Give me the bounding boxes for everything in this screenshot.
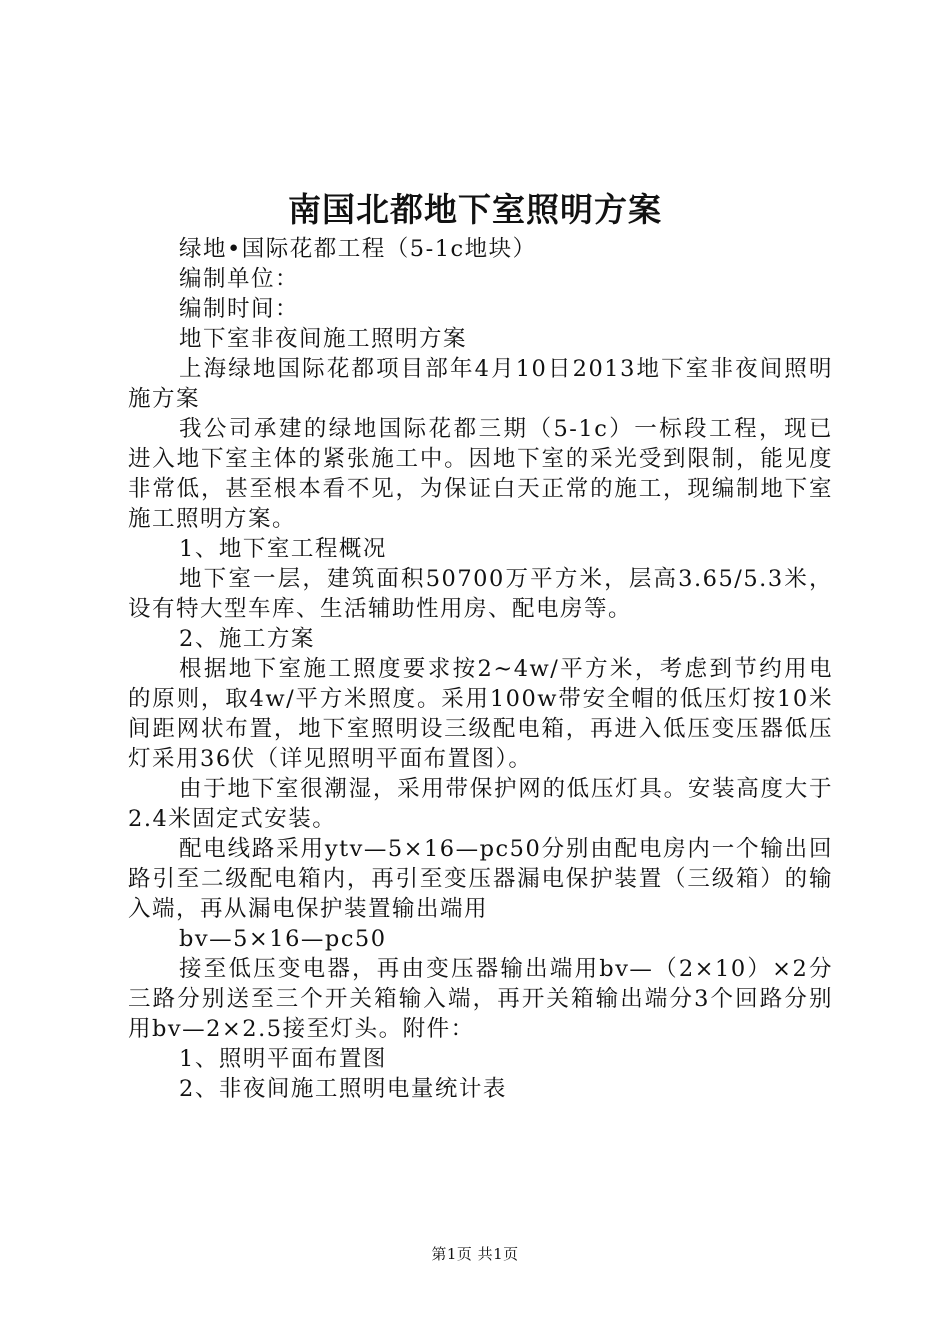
- section-heading-overview: 1、地下室工程概况: [179, 536, 387, 562]
- transformer-paragraph: 接至低压变电器，再由变压器输出端用bv—（2×10）×2分三路分别送至三个开关箱输入端，再开关箱输出端分3个回路分别用bv—2×2.5接至灯头。附件：: [128, 956, 833, 1042]
- wiring-paragraph: 配电线路采用ytv—5×16—pc50分别由配电房内一个输出回路引至二级配电箱内，再引至变压器漏电保护装置（三级箱）的输入端，再从漏电保护装置输出端用: [128, 836, 833, 922]
- plan-paragraph: 根据地下室施工照度要求按2~4w/平方米，考虑到节约用电的原则，取4w/平方米照度。采用100w带安全帽的低压灯按10米间距网状布置，地下室照明设三级配电箱，再进入低压变压器低压灯采用36伏（详见照明平面布置图）。: [128, 656, 833, 772]
- document-title: 南国北都地下室照明方案: [288, 190, 662, 229]
- attachment-item-1: 1、照明平面布置图: [179, 1046, 387, 1072]
- project-name: 绿地•国际花都工程（5-1c地块）: [179, 236, 537, 262]
- plan-subtitle: 地下室非夜间施工照明方案: [179, 326, 468, 352]
- compiling-date: 编制时间：: [179, 296, 300, 322]
- intro-paragraph: 我公司承建的绿地国际花都三期（5-1c）一标段工程，现已进入地下室主体的紧张施工中。因地下室的采光受到限制，能见度非常低，甚至根本看不见，为保证白天正常的施工，现编制地下室施工照明方案。: [128, 416, 833, 532]
- cable-spec-line: bv—5×16—pc50: [179, 926, 387, 952]
- overview-paragraph: 地下室一层，建筑面积50700万平方米，层高3.65/5.3米，设有特大型车库、生活辅助性用房、配电房等。: [128, 566, 833, 622]
- project-department-line: 上海绿地国际花都项目部年4月10日2013地下室非夜间照明施方案: [128, 356, 833, 412]
- page-number-footer: 第1页 共1页: [431, 1245, 519, 1263]
- section-heading-plan: 2、施工方案: [179, 626, 315, 652]
- lamp-paragraph: 由于地下室很潮湿，采用带保护网的低压灯具。安装高度大于2.4米固定式安装。: [128, 776, 833, 832]
- attachment-item-2: 2、非夜间施工照明电量统计表: [179, 1076, 507, 1102]
- document-body: [128, 234, 833, 1104]
- compiling-unit: 编制单位：: [179, 266, 300, 292]
